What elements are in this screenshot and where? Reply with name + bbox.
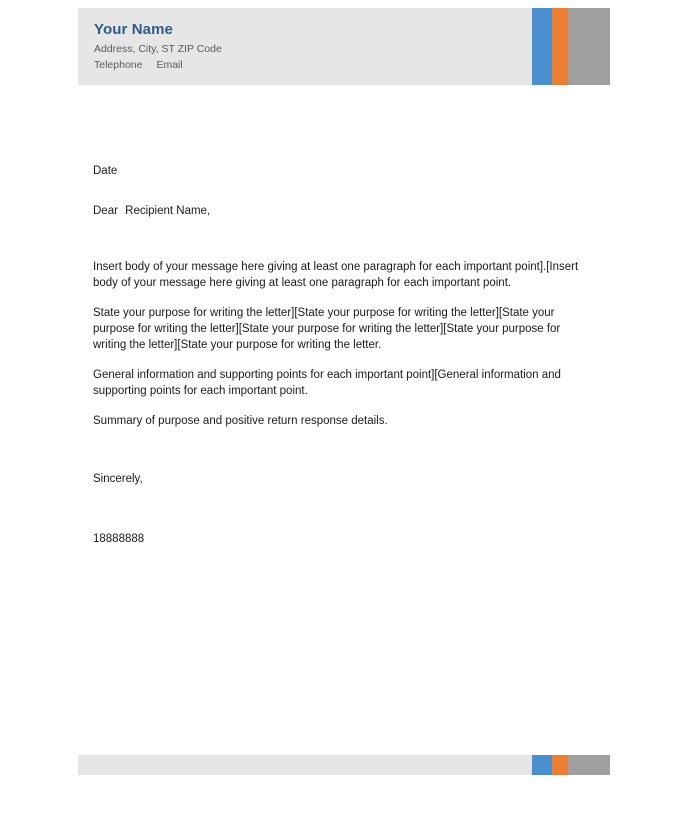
sender-contact-line — [94, 58, 514, 72]
header-accent-bar-gray — [568, 8, 610, 85]
signature-line: 18888888 — [93, 533, 145, 545]
footer-background-band — [78, 755, 532, 775]
body-paragraph: State your purpose for writing the letter][State your purpose for writing the letter][State your purpose for writing the letter][State your purpose for writing the letter][State your purpose for writing the letter][State your purpose for writing the letter. — [93, 307, 561, 351]
letter-body — [93, 163, 587, 547]
header-accent-bars — [532, 8, 610, 85]
sender-information-block — [94, 21, 514, 72]
footer-accent-bars — [532, 755, 610, 775]
salutation-greeting: Dear — [93, 205, 118, 217]
sender-name: Your Name — [94, 21, 173, 38]
sender-email: Email — [156, 59, 183, 71]
header-accent-bar-orange — [552, 8, 568, 85]
body-paragraph: Summary of purpose and positive return response details. — [93, 415, 388, 427]
footer-accent-bar-blue — [532, 755, 552, 775]
body-paragraph: General information and supporting points for each important point][General information and supporting points for each important point. — [93, 369, 561, 397]
header-accent-bar-blue — [532, 8, 552, 85]
letterhead — [78, 8, 610, 85]
salutation-recipient: Recipient Name, — [125, 205, 211, 217]
letter-footer — [78, 755, 610, 775]
body-paragraph: Insert body of your message here giving at least one paragraph for each important point].[Insert body of your message here giving at least one paragraph for each important point. — [93, 261, 579, 289]
salutation-line — [93, 203, 587, 219]
footer-accent-bar-gray — [568, 755, 610, 775]
sender-address: Address, City, ST ZIP Code — [94, 43, 222, 55]
footer-accent-bar-orange — [552, 755, 568, 775]
date-field: Date — [93, 165, 118, 177]
sender-telephone: Telephone — [94, 59, 143, 71]
closing-salutation: Sincerely, — [93, 473, 143, 485]
